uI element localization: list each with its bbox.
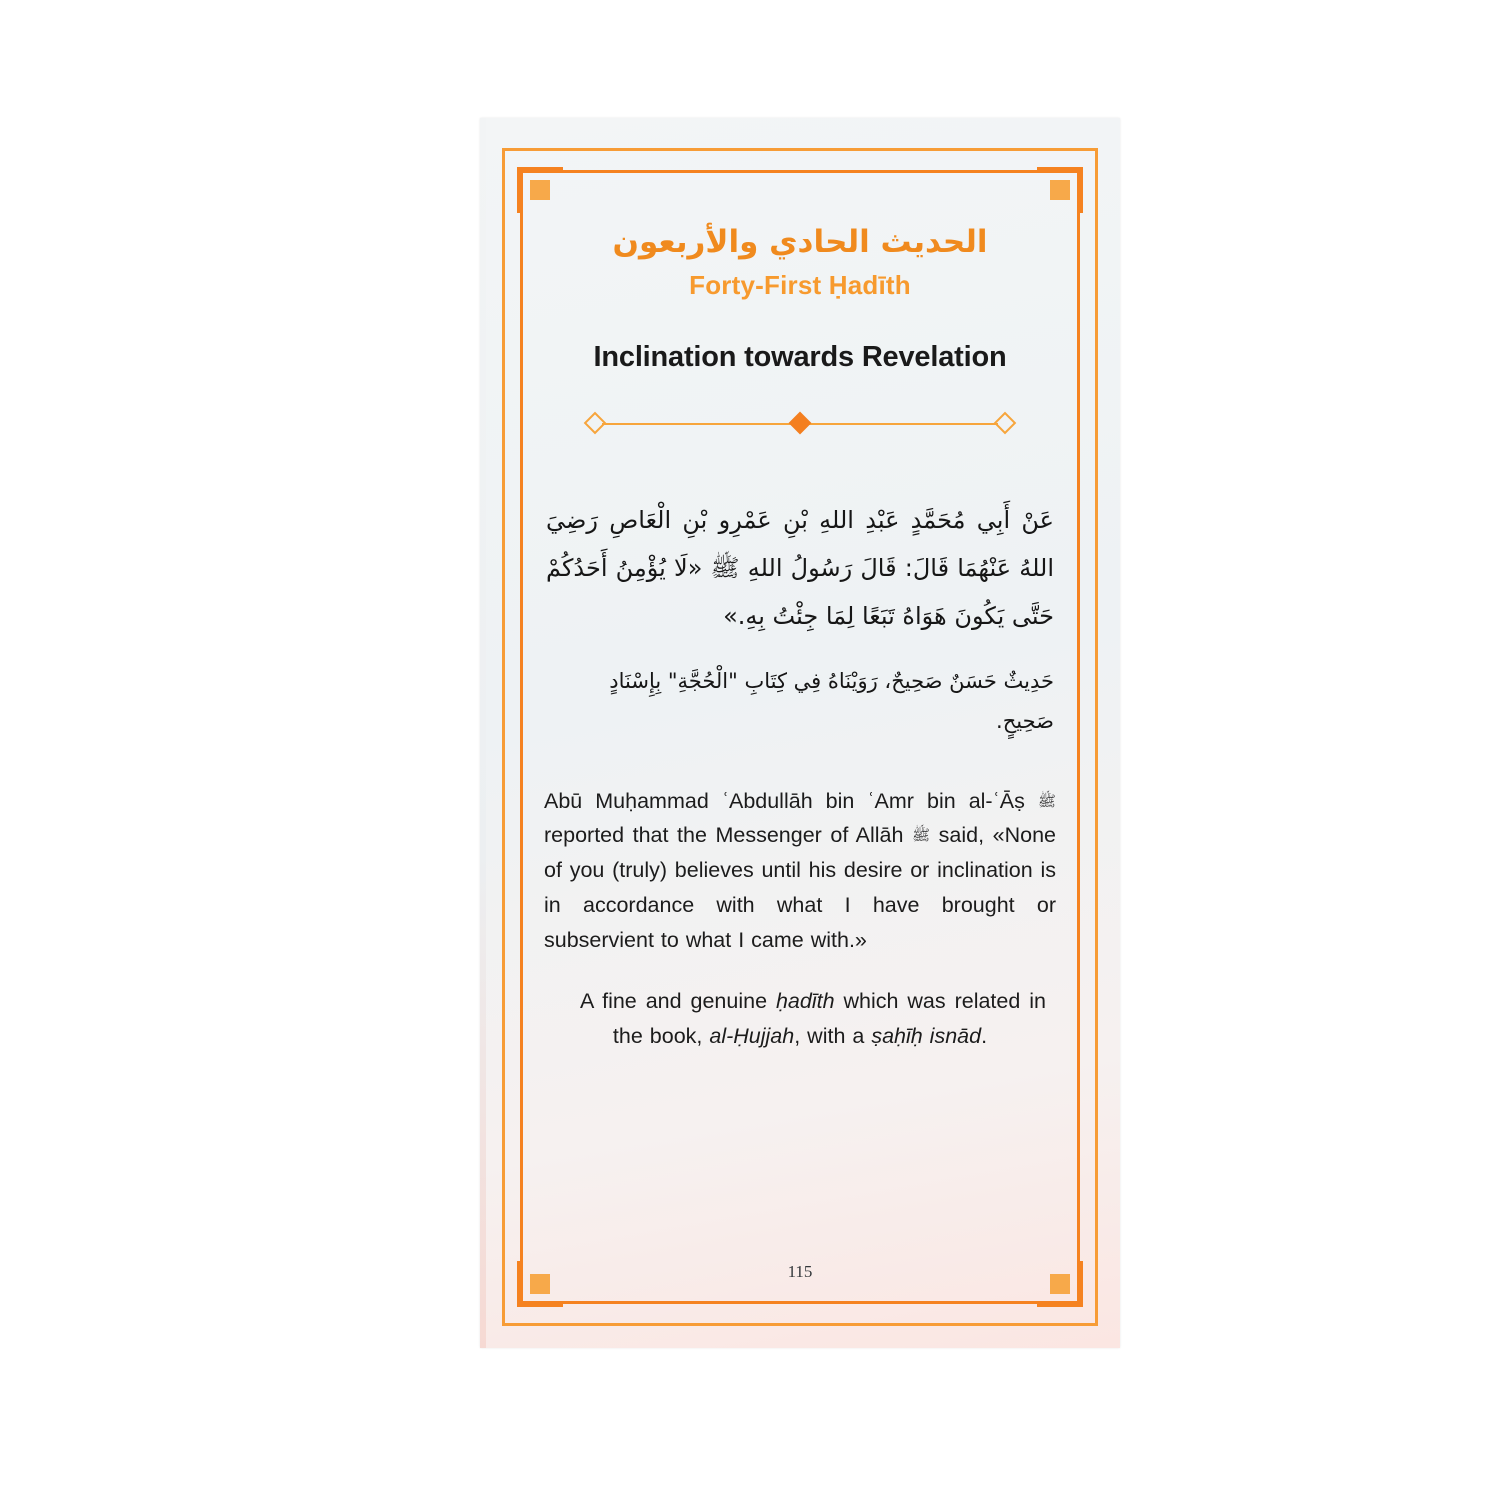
radiyallahu-anhu-glyph: ﷺ	[1037, 791, 1056, 810]
diamond-icon-right	[994, 412, 1017, 435]
page-number: 115	[787, 1262, 813, 1281]
english-hadith-grading	[540, 984, 1060, 1054]
english-hadith-text	[540, 784, 1060, 958]
term-sahih-isnad: ṣaḥīḥ isnād	[871, 1023, 982, 1048]
grading-segment-1: A fine and genuine	[580, 988, 776, 1013]
english-text-segment-3: said, «None of you (truly) believes until his desire or inclination is in accordance with what I have brought or subservient to what I came with.»	[544, 823, 1057, 952]
corner-square-top-right	[1050, 180, 1070, 200]
corner-square-top-left	[530, 180, 550, 200]
sallallahu-alayhi-wasallam-glyph: ﷺ	[912, 826, 931, 845]
diamond-icon-center	[789, 412, 812, 435]
arabic-hadith-text: عَنْ أَبِي مُحَمَّدٍ عَبْدِ اللهِ بْنِ عَمْرِو بْنِ الْعَاصِ رَضِيَ اللهُ عَنْهُمَا قَالَ: قَالَ رَسُولُ اللهِ ﷺ «لَا يُؤْمِنُ أَحَدُكُمْ حَتَّى يَكُونَ هَوَاهُ تَبَعًا لِمَا جِئْتُ بِهِ.»	[546, 505, 1054, 630]
book-title-al-hujjah: al-Ḥujjah	[709, 1023, 795, 1048]
book-page	[480, 118, 1120, 1348]
diamond-icon-left	[583, 412, 606, 435]
arabic-chapter-title: الحديث الحادي والأربعون	[612, 224, 988, 260]
arabic-hadith-grading: حَدِيثٌ حَسَنٌ صَحِيحٌ، رَوَيْنَاهُ فِي كِتَابِ "الْحُجَّةِ" بِإِسْنَادٍ صَحِيحٍ.	[609, 668, 1054, 733]
grading-segment-4: .	[981, 1023, 988, 1048]
grading-segment-3: , with a	[794, 1023, 872, 1048]
english-chapter-title: Forty-First Ḥadīth	[689, 269, 911, 300]
page-content	[540, 218, 1060, 1281]
page-title: Inclination towards Revelation	[593, 340, 1007, 373]
narrator-name: Abū Muḥammad ʿAbdullāh bin ʿAmr bin al-ʿĀṣ	[544, 788, 1038, 813]
term-hadith: ḥadīth	[775, 988, 835, 1013]
grading-segment-2: which was related in the book,	[612, 988, 1046, 1048]
ornamental-divider	[540, 404, 1060, 444]
page-edge	[480, 118, 486, 1348]
english-text-segment-2: reported that the Messenger of Allāh	[544, 823, 913, 848]
